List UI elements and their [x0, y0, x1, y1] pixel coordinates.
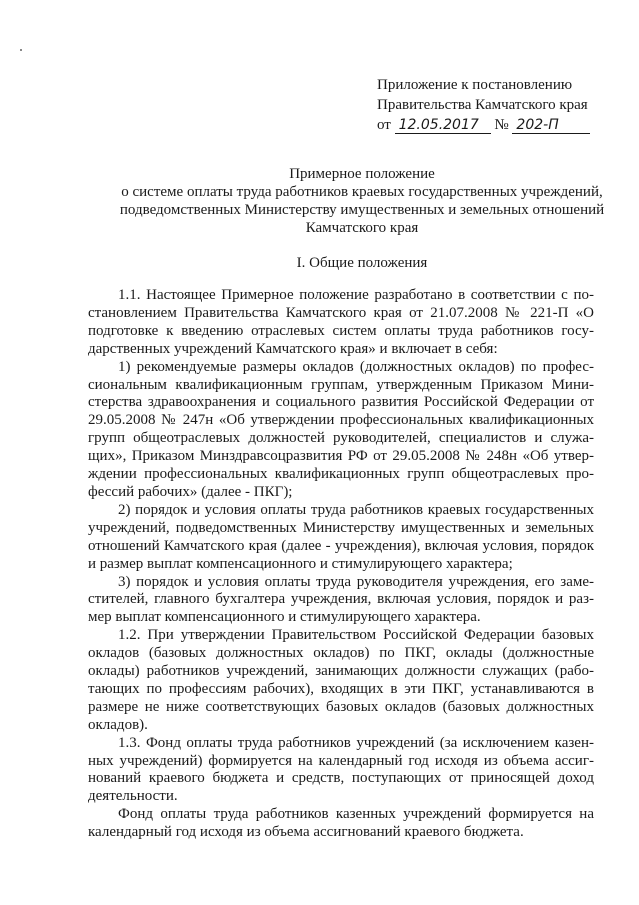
paragraph-1-2: 1.2. При утверждении Правительством Российской Федерации базовых окладов (базовых должностных окладов) по ПКГ, оклады (должностные оклады) работников учреждений, занимающих должности служащих (работающих по профессиям рабочих), входящих в эти ПКГ, устанавливаются в размере не ниже соответствующих базовых окладов (базовых должностных окладов). [88, 627, 594, 733]
paragraph-item-3: 3) порядок и условия оплаты труда руководителя учреждения, его заместителей, главного бухгалтера учреждения, включая условия, порядок и размер выплат компенсационного и стимулирующего характера. [88, 573, 594, 626]
document-title [88, 165, 636, 237]
handwritten-date: 12.05.2017 [395, 117, 491, 134]
paragraph-item-2: 2) порядок и условия оплаты труда работников краевых государственных учреждений, подведомственных Министерству имущественных и земельных отношений Камчатского края (далее - учреждения), включая условия, порядок и размер выплат компенсационного и стимулирующего характера; [88, 501, 594, 572]
scan-speck [20, 49, 22, 51]
appendix-header [377, 75, 590, 135]
appendix-line-1: Приложение к постановлению [377, 77, 573, 93]
appendix-line-2: Правительства Камчатского края [377, 97, 588, 113]
appendix-date-line [377, 115, 590, 135]
paragraph-item-1: 1) рекомендуемые размеры окладов (должностных окладов) по профессиональным квалификационным группам, утвержденным Приказом Министерства здравоохранения и социального развития Российской Федерации от 29.05.2008 № 247н «Об утверждении профессиональных квалификационных групп общеотраслевых должностей руководителей, специалистов и служащих», Приказом Минздравсоцразвития РФ от 29.05.2008 № 248н «Об утверждении профессиональных квалификационных групп общеотраслевых профессий рабочих» (далее - ПКГ); [88, 358, 594, 500]
paragraph-1-3: 1.3. Фонд оплаты труда работников учреждений (за исключением казенных учреждений) формируется на календарный год исходя из объема ассигнований краевого бюджета и средств, поступающих от приносящей доход деятельности. [88, 734, 594, 805]
number-sign: № [494, 117, 509, 133]
title-line: Камчатского края [305, 220, 419, 236]
from-label: от [377, 117, 391, 133]
handwritten-number: 202-П [512, 117, 590, 134]
section-heading: I. Общие положения [296, 255, 428, 271]
paragraph-1-1: 1.1. Настоящее Примерное положение разработано в соответствии с постановлением Правительства Камчатского края от 21.07.2008 № 221-П «О подготовке к введению отраслевых систем оплаты труда работников государственных учреждений Камчатского края» и включает в себя: [88, 287, 594, 357]
title-line: о системе оплаты труда работников краевых государственных учреждений, [121, 184, 603, 200]
paragraph-fund: Фонд оплаты труда работников казенных учреждений формируется на календарный год исходя из объема ассигнований краевого бюджета. [88, 806, 594, 841]
document-body [88, 287, 594, 842]
title-line: подведомственных Министерству имущественных и земельных отношений [119, 202, 605, 218]
title-line: Примерное положение [289, 166, 435, 182]
